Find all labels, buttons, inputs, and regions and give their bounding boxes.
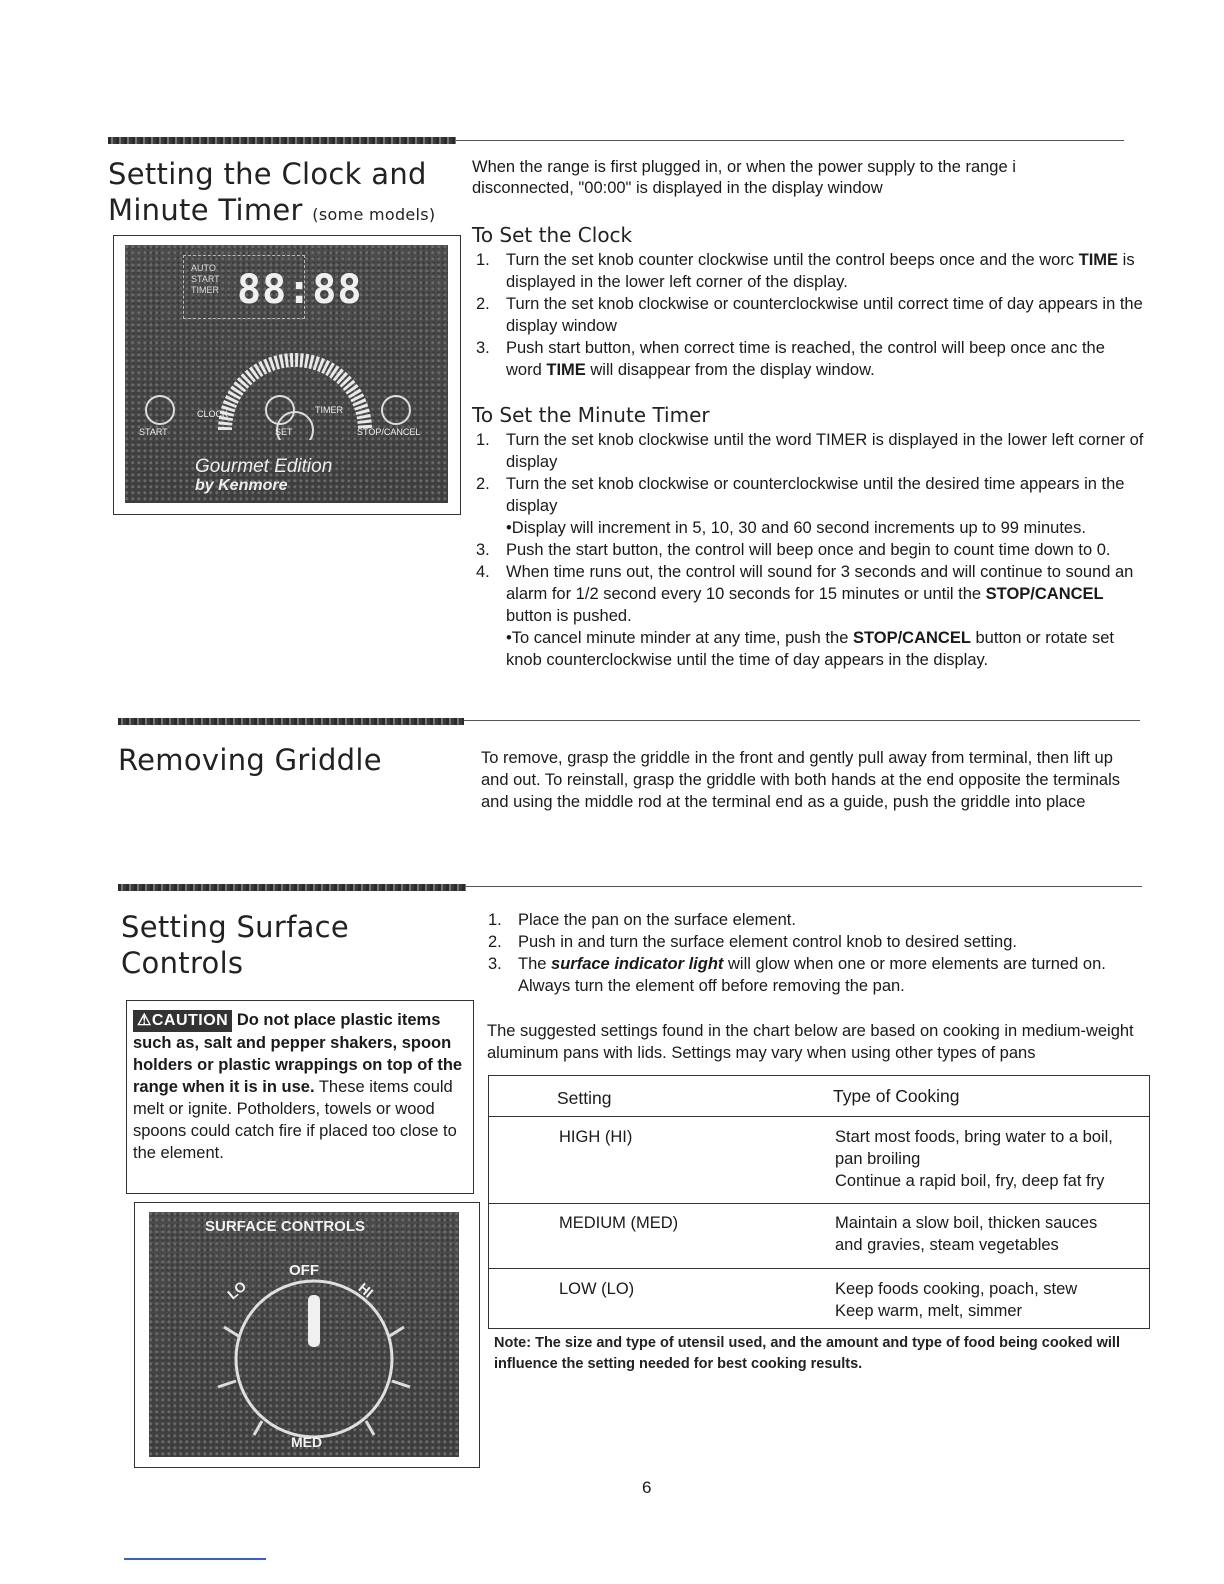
knob-off-label: OFF xyxy=(289,1262,319,1279)
dial-arc-icon xyxy=(195,320,395,440)
list-item: 2. Turn the set knob clockwise or counterclockwise until the desired time appears in the display •Display will increment in 5, 10, 30 and 60 second increments up to 99 minutes. xyxy=(476,475,1125,537)
set-timer-block xyxy=(472,403,1144,671)
section-rule xyxy=(464,720,1140,721)
surface-title xyxy=(121,909,349,981)
list-item: 1. Turn the set knob counter clockwise until the control beeps once and the worc TIME is displayed in the lower left corner of the display. xyxy=(476,251,1135,291)
caution-text: These items could melt or ignite. Potholders, towels or wood spoons could catch fire if placed too close to the element. xyxy=(133,1078,457,1162)
list-item: 3. Push start button, when correct time is reached, the control will beep once anc the word TIME will disappear from the display window. xyxy=(476,339,1105,379)
clock-control-panel xyxy=(113,235,461,515)
label-set: SET xyxy=(275,427,293,437)
set-clock-steps xyxy=(472,249,1144,381)
set-clock-heading: To Set the Clock xyxy=(472,223,633,247)
surface-knob-panel xyxy=(134,1202,480,1468)
table-divider xyxy=(489,1203,1149,1204)
section-bar xyxy=(118,884,466,891)
cooking-cell: Start most foods, bring water to a boil, pan broiling Continue a rapid boil, fry, deep fat fry xyxy=(835,1128,1113,1190)
display-digits: 88:88 xyxy=(237,267,363,313)
knob-lo-label: LO xyxy=(224,1277,250,1303)
note-label: Note: xyxy=(494,1335,532,1351)
surface-steps xyxy=(484,909,1144,997)
panel-photo xyxy=(125,245,448,503)
knob-photo xyxy=(149,1212,459,1457)
knob-med-label: MED xyxy=(291,1434,323,1450)
set-knob-icon xyxy=(265,395,295,425)
list-item: 3. The surface indicator light will glow when one or more elements are turned on. Always turn the element off before removing the pan. xyxy=(488,955,1106,995)
label-auto: AUTO xyxy=(191,263,216,273)
label-timer: TIMER xyxy=(315,405,343,415)
cooking-cell: Keep foods cooking, poach, stew Keep warm, melt, simmer xyxy=(835,1280,1078,1320)
title-line-1: Setting the Clock and xyxy=(108,157,427,191)
section-bar xyxy=(108,137,456,144)
label-start: START xyxy=(139,427,168,437)
setting-cell: HIGH (HI) xyxy=(559,1128,633,1146)
note-text: The size and type of utensil used, and the amount and type of food being cooked will influence the setting needed for best cooking results. xyxy=(494,1335,1120,1372)
setting-cell: LOW (LO) xyxy=(559,1280,635,1298)
clock-intro xyxy=(472,157,1132,199)
label-stop-cancel: STOP/CANCEL xyxy=(357,427,421,437)
table-header xyxy=(489,1076,1149,1116)
label-start-small: START xyxy=(191,274,220,284)
knob-hi-label: HI xyxy=(355,1279,377,1301)
warning-icon: ⚠ xyxy=(137,1012,152,1029)
setting-cell: MEDIUM (MED) xyxy=(559,1214,679,1232)
clock-section-title xyxy=(108,156,468,233)
list-item: 1. Turn the set knob clockwise until the word TIMER is displayed in the lower left corner of display xyxy=(476,431,1144,471)
settings-table xyxy=(488,1075,1150,1329)
knob-title: SURFACE CONTROLS xyxy=(205,1218,366,1235)
col-header-type: Type of Cooking xyxy=(833,1086,960,1106)
title-line-2: Controls xyxy=(121,946,244,980)
section-rule xyxy=(466,886,1142,887)
set-timer-steps xyxy=(472,429,1144,671)
table-divider xyxy=(489,1116,1149,1117)
brand-logo xyxy=(195,457,332,495)
col-header-setting: Setting xyxy=(557,1088,612,1108)
brand-line-2: by Kenmore xyxy=(195,477,288,494)
griddle-title: Removing Griddle xyxy=(118,743,382,777)
page-number: 6 xyxy=(642,1478,652,1497)
intro-line-2: disconnected, "00:00" is displayed in the display window xyxy=(472,179,883,197)
list-item: 3. Push the start button, the control will beep once and begin to count time down to 0. xyxy=(476,541,1111,559)
footer-line xyxy=(124,1558,266,1560)
list-item: 1. Place the pan on the surface element. xyxy=(488,911,796,929)
caution-badge: ⚠CAUTION xyxy=(133,1010,232,1032)
label-timer-small: TIMER xyxy=(191,285,219,295)
list-item: 2. Push in and turn the surface element control knob to desired setting. xyxy=(488,933,1017,951)
caution-box xyxy=(126,1000,474,1194)
start-button-icon xyxy=(145,395,175,425)
list-item: 4. When time runs out, the control will sound for 3 seconds and will continue to sound an alarm for 1/2 second every 10 seconds for 15 minutes or until the STOP/CANCEL button is pushed. •To cancel minute minder at any time, push the STOP/CANCEL button or rotate set knob counterclockwise until the time of day appears in the display. xyxy=(476,563,1134,669)
title-line-1: Setting Surface xyxy=(121,910,350,944)
table-divider xyxy=(489,1268,1149,1269)
caution-bold-text: Do not place plastic items such as, salt and pepper shakers, spoon holders or plastic wrappings on top of the range when it is in use. xyxy=(133,1011,463,1096)
table-note xyxy=(494,1333,1154,1375)
cooking-cell: Maintain a slow boil, thicken sauces and gravies, steam vegetables xyxy=(835,1214,1098,1254)
title-line-2: Minute Timer (some models) xyxy=(108,193,436,227)
griddle-text: To remove, grasp the griddle in the front and gently pull away from terminal, then lift up and out. To reinstall, grasp the griddle with both hands at the end opposite the terminals and using the middle rod at the terminal end as a guide, push the griddle into place xyxy=(481,749,1121,811)
title-note: (some models) xyxy=(312,205,436,224)
set-timer-heading: To Set the Minute Timer xyxy=(472,403,710,427)
section-rule xyxy=(456,140,1124,141)
stop-button-icon xyxy=(381,395,411,425)
intro-line-1: When the range is first plugged in, or when the power supply to the range i xyxy=(472,158,1016,176)
list-item: 2. Turn the set knob clockwise or counterclockwise until correct time of day appears in the display window xyxy=(476,295,1143,335)
brand-line-1: Gourmet Edition xyxy=(195,456,333,477)
set-clock-block xyxy=(472,223,1144,381)
label-clock: CLOCK xyxy=(197,409,229,419)
chart-intro: The suggested settings found in the chart below are based on cooking in medium-weight aluminum pans with lids. Settings may vary when using other types of pans xyxy=(487,1022,1134,1062)
section-bar xyxy=(118,718,464,725)
